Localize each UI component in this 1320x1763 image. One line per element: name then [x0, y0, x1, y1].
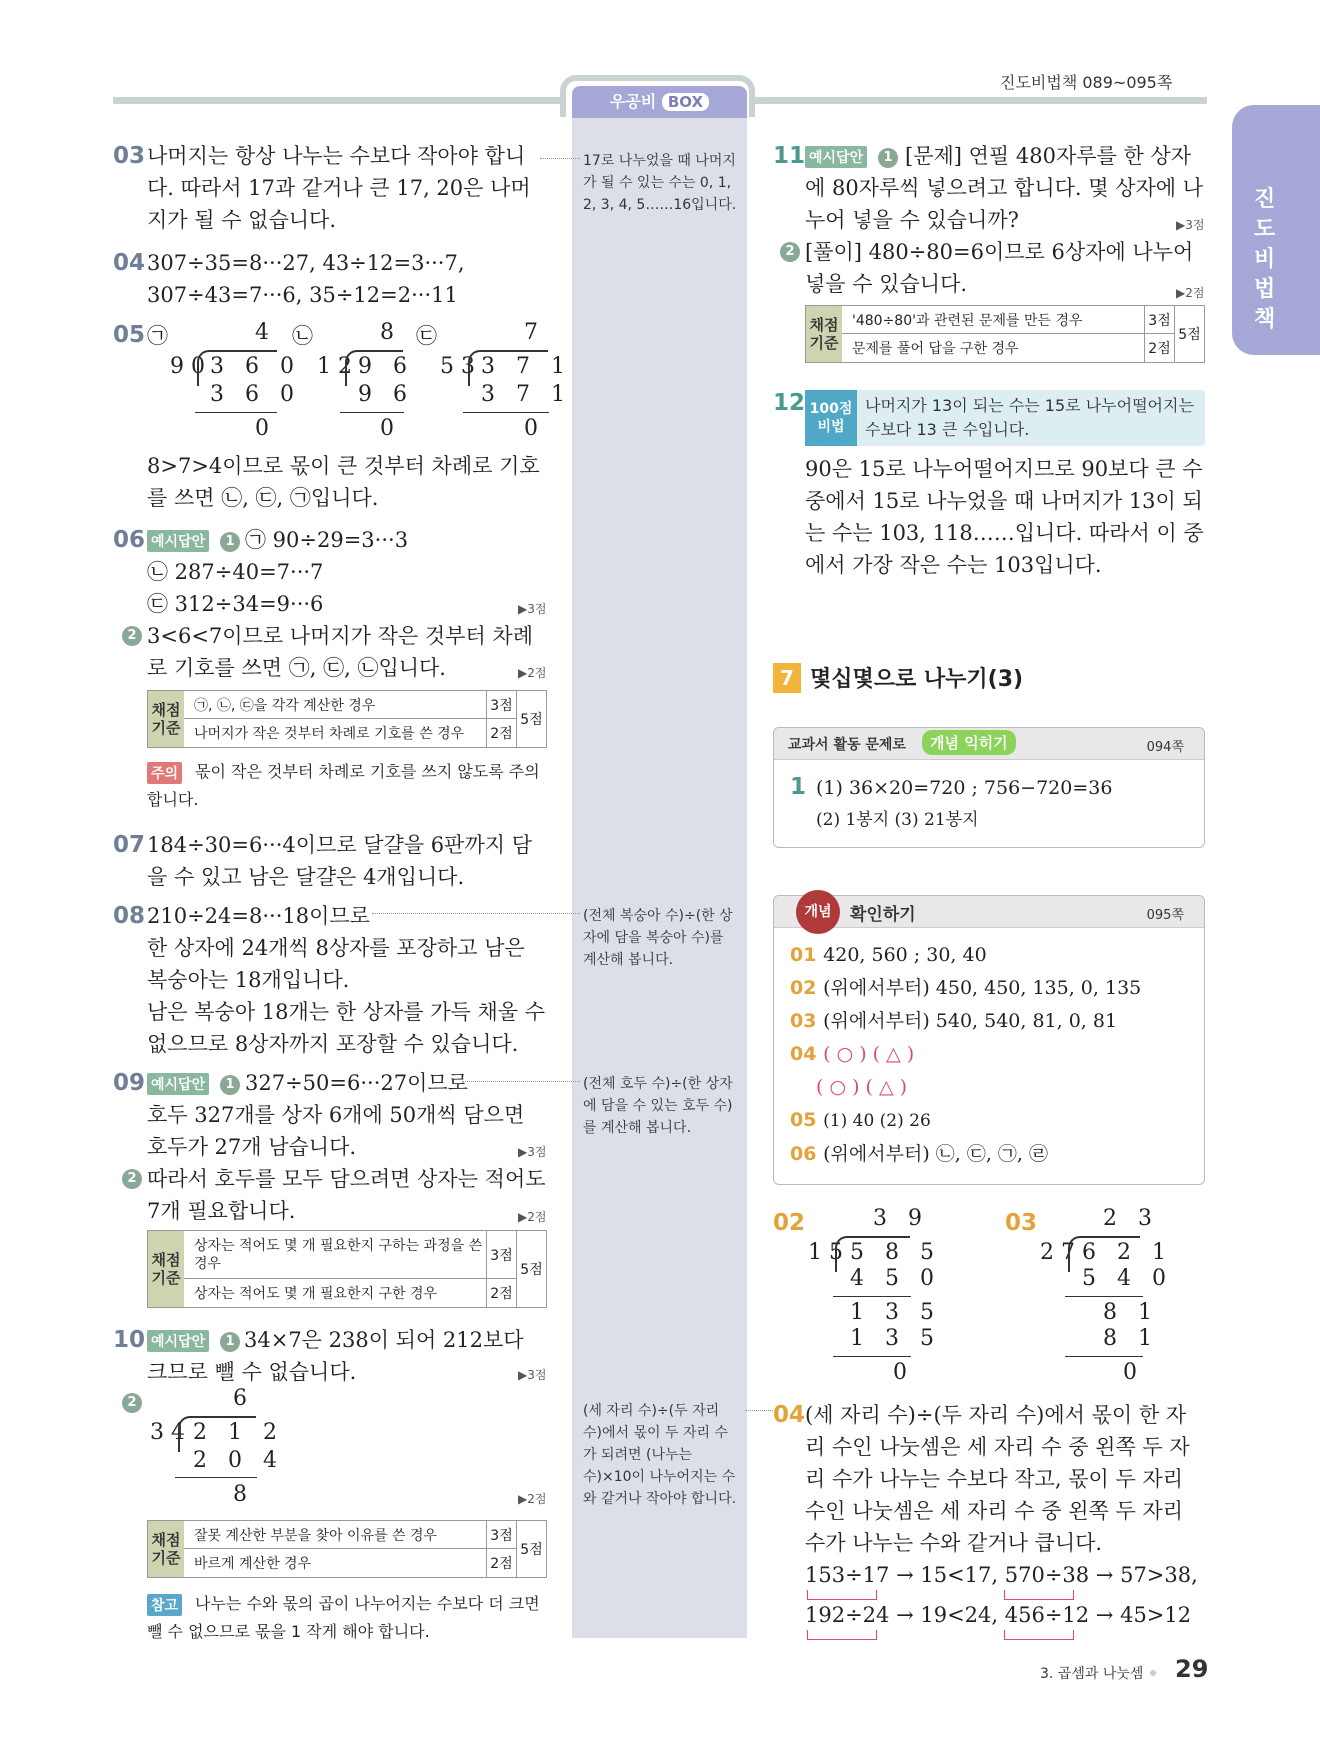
- q10-points-3: ▶3점: [518, 1368, 547, 1382]
- q05-a-divisor: 90: [170, 354, 212, 379]
- check-item: [790, 1037, 1141, 1070]
- header-book: 진도비법책: [1000, 73, 1078, 92]
- q09-number: 09: [113, 1070, 146, 1096]
- q08-line3: 남은 복숭아 18개는 한 상자를 가득 채울 수 없으므로 8상자까지 포장할 수 있습니다.: [147, 1000, 546, 1056]
- q09-rubric-score1: 3점: [486, 1231, 516, 1278]
- activity-line1: (1) 36×20=720 ; 756−720=36: [816, 777, 1113, 799]
- q09-step2-icon: 2: [122, 1168, 142, 1189]
- q09-rubric-row2: 상자는 적어도 몇 개 필요한지 구한 경우: [194, 1286, 438, 1302]
- footer-section: 3. 곱셈과 나눗셈: [1040, 1666, 1144, 1682]
- q09-rubric-label: 채점 기준: [148, 1231, 184, 1307]
- ld02-dividend: 5 8 5: [850, 1240, 941, 1265]
- q11-step1-icon: 1: [878, 147, 898, 168]
- q04-number: 04: [113, 250, 146, 276]
- ld02-number: 02: [773, 1210, 806, 1236]
- check-title: 확인하기: [850, 905, 916, 925]
- q06-rubric-score1: 3점: [486, 691, 516, 718]
- q05-c-remainder: 0: [524, 416, 545, 441]
- q04b-example2: 192÷24 → 19<24, 456÷12 → 45>12: [805, 1603, 1192, 1627]
- q10-step2-icon: 2: [122, 1392, 142, 1413]
- check-item: [790, 938, 1141, 971]
- q11-rubric-total: 5점: [1174, 306, 1204, 362]
- memo-3: (전체 호두 수)÷(한 상자에 담을 수 있는 호두 수)를 계산해 봅니다.: [583, 1076, 733, 1136]
- ld03-product2: 8 1: [1103, 1326, 1159, 1351]
- section-title: 몇십몇으로 나누기(3): [810, 667, 1024, 692]
- q04b-text: (세 자리 수)÷(두 자리 수)에서 몫이 한 자리 수인 나눗셈은 세 자리 수 중 왼쪽 두 자리 수가 나누는 수보다 작고, 몫이 두 자리 수인 나눗셈은 세 자리 수 중 왼쪽 두 자리 수가 나누는 수와 같거나 큽니다.: [805, 1403, 1190, 1555]
- ld02-product2: 1 3 5: [850, 1326, 941, 1351]
- q10-divisor: 34: [150, 1420, 192, 1445]
- q04-line1: 307÷35=8···27, 43÷12=3···7,: [147, 251, 465, 275]
- q05-a-line: [195, 412, 277, 413]
- q06-line1: ㉠ 90÷29=3···3: [245, 528, 409, 552]
- q12-text: 90은 15로 나누어떨어지므로 90보다 큰 수 중에서 15로 나누었을 때 나머지가 13이 되는 수는 103, 118……입니다. 따라서 이 중에서 가장 작은 수는 103입니다.: [805, 457, 1204, 577]
- q11-points-2: ▶2점: [1176, 286, 1205, 300]
- q11-number: 11: [773, 143, 806, 169]
- q08-line1: 210÷24=8···18이므로: [147, 904, 370, 928]
- q11-points-3: ▶3점: [1176, 218, 1205, 232]
- q05-b-line: [340, 412, 404, 413]
- q05-number: 05: [113, 322, 146, 348]
- q07-text: 184÷30=6···4이므로 달걀을 6판까지 담을 수 있고 남은 달걀은 4개입니다.: [147, 833, 532, 889]
- q12-hint: 나머지가 13이 되는 수는 15로 나누어떨어지는 수보다 13 큰 수입니다.: [865, 396, 1194, 439]
- q05-a-dividend: 3 6 0: [210, 354, 301, 379]
- q11-line1: [문제] 연필 480자루를 한 상자에 80자루씩 넣으려고 합니다. 몇 상자에 나누어 넣을 수 있습니까?: [805, 144, 1204, 232]
- q11-step2-icon: 2: [780, 241, 800, 262]
- check-item-text: (위에서부터) ㉡, ㉢, ㉠, ㉣: [823, 1143, 1049, 1165]
- q06-line2: ㉡ 287÷40=7···7: [147, 560, 324, 584]
- activity-panel: [773, 727, 1205, 848]
- side-tab-label: 진도비법책: [1254, 187, 1276, 332]
- q05-b-product: 9 6: [358, 382, 414, 407]
- q05-mark-a: ㉠: [147, 324, 168, 348]
- q09-points-3: ▶3점: [518, 1145, 547, 1159]
- q09-rubric-total: 5점: [516, 1231, 546, 1307]
- q06-caution-text: 몫이 작은 것부터 차례로 기호를 쓰지 않도록 주의합니다.: [147, 762, 540, 809]
- q10-rubric-row2: 바르게 계산한 경우: [194, 1556, 312, 1572]
- memo-2-leader: [372, 913, 580, 914]
- check-item-num: 05: [790, 1109, 817, 1131]
- ld02-product1: 4 5 0: [850, 1266, 941, 1291]
- q06-caution-label: 주의: [147, 762, 182, 784]
- section-number: 7: [773, 663, 801, 693]
- q05-b-divisor: 12: [317, 354, 359, 379]
- q10-product: 2 0 4: [193, 1448, 284, 1473]
- q05-mark-c: ㉢: [416, 324, 437, 348]
- q06-points-2: ▶2점: [518, 666, 547, 680]
- check-item-text: ( ○ ) ( △ ): [816, 1076, 908, 1098]
- check-item: [790, 1137, 1141, 1170]
- q12-hint-box: [805, 390, 1205, 446]
- q10-example-tag-label: 예시답안: [147, 1330, 209, 1352]
- box-title-b: BOX: [662, 93, 709, 111]
- q06-rubric-label: 채점 기준: [148, 691, 184, 747]
- check-item: [790, 1004, 1141, 1037]
- activity-page: 094쪽: [1146, 740, 1184, 755]
- q04b-number: 04: [773, 1402, 806, 1428]
- footer-dot: [1150, 1670, 1156, 1676]
- q09-rubric-score2: 2점: [486, 1279, 516, 1307]
- q10-dividend: 2 1 2: [193, 1420, 284, 1445]
- q10-step1-icon: 1: [220, 1331, 240, 1352]
- box-title-a: 우공비: [609, 92, 657, 111]
- q11-rubric-score1: 3점: [1144, 306, 1174, 333]
- check-item-num: 06: [790, 1143, 817, 1165]
- q10-line1: 34×7은 238이 되어 212보다 크므로 뺄 수 없습니다.: [147, 1328, 524, 1384]
- memo-1: 17로 나누었을 때 나머지가 될 수 있는 수는 0, 1, 2, 3, 4, 5……16입니다.: [583, 153, 737, 213]
- check-item-num: 04: [790, 1043, 817, 1065]
- q06-rubric-total: 5점: [516, 691, 546, 747]
- q05-b-remainder: 0: [380, 416, 401, 441]
- q04-line2: 307÷43=7···6, 35÷12=2···11: [147, 283, 458, 307]
- q05-c-dividend: 3 7 1: [481, 354, 572, 379]
- check-item-text: 420, 560 ; 30, 40: [823, 944, 987, 966]
- ld03-remainder: 0: [1123, 1360, 1144, 1385]
- check-item: [790, 1103, 1141, 1137]
- check-list: [790, 938, 1141, 1170]
- q05-text: 8>7>4이므로 몫이 큰 것부터 차례로 기호를 쓰면 ㉡, ㉢, ㉠입니다.: [147, 454, 540, 510]
- q09-rubric-row1: 상자는 적어도 몇 개 필요한지 구하는 과정을 쓴 경우: [194, 1237, 483, 1272]
- q08-number: 08: [113, 903, 146, 929]
- header-rule-left: [113, 97, 563, 104]
- q12-number: 12: [773, 390, 806, 416]
- q06-rubric-row1: ㉠, ㉡, ㉢을 각각 계산한 경우: [194, 697, 376, 714]
- q10-rubric-label: 채점 기준: [148, 1521, 184, 1577]
- q11-line2: [풀이] 480÷80=6이므로 6상자에 나누어 넣을 수 있습니다.: [805, 240, 1194, 296]
- q06-rubric-row2: 나머지가 작은 것부터 차례로 기호를 쓴 경우: [194, 726, 465, 742]
- box-title: [572, 86, 747, 118]
- check-item-num: 03: [790, 1010, 817, 1032]
- q05-c-quotient: 7: [524, 320, 545, 345]
- q09-example-tag: [147, 1073, 209, 1095]
- q07-number: 07: [113, 832, 146, 858]
- q10-rubric-score1: 3점: [486, 1521, 516, 1548]
- q04b-example1: 153÷17 → 15<17, 570÷38 → 57>38,: [805, 1563, 1198, 1587]
- memo-4: (세 자리 수)÷(두 자리 수)에서 몫이 두 자리 수가 되려면 (나누는 수)×10이 나누어지는 수와 같거나 작아야 합니다.: [583, 1403, 737, 1507]
- check-item-num: 02: [790, 977, 817, 999]
- q09-line3: 따라서 호두를 모두 담으려면 상자는 적어도 7개 필요합니다.: [147, 1167, 546, 1223]
- q09-points-2: ▶2점: [518, 1210, 547, 1224]
- check-item-text: (위에서부터) 450, 450, 135, 0, 135: [823, 977, 1142, 999]
- check-item-text: ( ○ ) ( △ ): [823, 1043, 915, 1065]
- q11-rubric-row1: '480÷80'과 관련된 문제를 만든 경우: [852, 312, 1083, 329]
- memo-4-leader: [745, 1410, 773, 1411]
- check-panel: [773, 895, 1205, 1185]
- q10-rubric: [147, 1520, 547, 1578]
- check-item: [790, 1070, 1141, 1103]
- q06-number: 06: [113, 527, 146, 553]
- check-item: [790, 971, 1141, 1004]
- ld02-remainder: 0: [893, 1360, 914, 1385]
- ld03-line1: [1065, 1296, 1143, 1297]
- check-badge: 개념: [796, 890, 840, 934]
- q05-c-divisor: 53: [440, 354, 482, 379]
- q06-step1-icon: 1: [220, 531, 240, 552]
- q05-c-line: [463, 412, 549, 413]
- q04b-bracket4: [1004, 1630, 1074, 1640]
- check-item-text: (1) 40 (2) 26: [823, 1111, 931, 1131]
- q11-rubric-row2: 문제를 풀어 답을 구한 경우: [852, 341, 1019, 357]
- q10-quotient: 6: [233, 1386, 254, 1411]
- q04b-bracket3: [807, 1630, 877, 1640]
- q10-rubric-total: 5점: [516, 1521, 546, 1577]
- q05-b-quotient: 8: [380, 320, 401, 345]
- ld03-quotient: 2 3: [1103, 1206, 1159, 1231]
- q03-text: 나머지는 항상 나누는 수보다 작아야 합니다. 따라서 17과 같거나 큰 17, 20은 나머지가 될 수 없습니다.: [147, 144, 531, 232]
- memo-3-leader: [462, 1081, 580, 1082]
- q05-a-quotient: 4: [255, 320, 276, 345]
- ld03-dividend: 6 2 1: [1082, 1240, 1173, 1265]
- ld02-quotient: 3 9: [873, 1206, 929, 1231]
- activity-badge: 개념 익히기: [922, 730, 1016, 755]
- q10-note-label: 참고: [147, 1594, 182, 1616]
- q09-rubric: [147, 1230, 547, 1308]
- q05-a-product: 3 6 0: [210, 382, 301, 407]
- activity-number: 1: [790, 774, 807, 800]
- q10-note-text: 나누는 수와 몫의 곱이 나누어지는 수보다 더 크면 뺄 수 없으므로 몫을 1 작게 해야 합니다.: [147, 1594, 540, 1641]
- q09-line1: 327÷50=6···27이므로: [245, 1071, 468, 1095]
- q06-line4: 3<6<7이므로 나머지가 작은 것부터 차례로 기호를 쓰면 ㉠, ㉢, ㉡입니다.: [147, 624, 533, 680]
- q05-c-product: 3 7 1: [481, 382, 572, 407]
- q11-rubric-score2: 2점: [1144, 334, 1174, 362]
- q11-example-tag-label: 예시답안: [805, 146, 867, 168]
- q10-rubric-row1: 잘못 계산한 부분을 찾아 이유를 쓴 경우: [194, 1527, 438, 1544]
- check-item-num: 01: [790, 944, 817, 966]
- memo-2: (전체 복숭아 수)÷(한 상자에 담을 복숭아 수)를 계산해 봅니다.: [583, 908, 733, 968]
- q06-rubric-score2: 2점: [486, 719, 516, 747]
- q06-points-3: ▶3점: [518, 602, 547, 616]
- ld03-number: 03: [1005, 1210, 1038, 1236]
- ld02-line1: [833, 1296, 911, 1297]
- q06-rubric: [147, 690, 547, 748]
- q05-mark-b: ㉡: [292, 324, 313, 348]
- q06-example-tag: [147, 530, 209, 552]
- q06-step2-icon: 2: [122, 625, 142, 646]
- ld02-line2: [833, 1356, 911, 1357]
- q11-rubric: [805, 305, 1205, 363]
- q10-remainder: 8: [233, 1482, 254, 1507]
- activity-line2: (2) 1봉지 (3) 21봉지: [816, 810, 979, 830]
- memo-1-leader: [540, 158, 580, 159]
- header-rule-right: [752, 97, 1207, 104]
- ld03-sub: 8 1: [1103, 1300, 1159, 1325]
- q05-b-dividend: 9 6: [358, 354, 414, 379]
- ld03-divisor: 27: [1040, 1240, 1082, 1265]
- ld03-line2: [1065, 1356, 1143, 1357]
- q10-points-2: ▶2점: [518, 1492, 547, 1506]
- ld02-sub: 1 3 5: [850, 1300, 941, 1325]
- q09-step1-icon: 1: [220, 1074, 240, 1095]
- q06-example-tag-label: 예시답안: [147, 530, 209, 552]
- header-pages: [1000, 70, 1172, 93]
- q10-number: 10: [113, 1327, 146, 1353]
- footer-page-number: 29: [1175, 1655, 1209, 1683]
- header-page-range: 089~095쪽: [1082, 73, 1173, 92]
- q09-line2: 호두 327개를 상자 6개에 50개씩 담으면 호두가 27개 남습니다.: [147, 1103, 525, 1159]
- check-item-text: (위에서부터) 540, 540, 81, 0, 81: [823, 1010, 1118, 1032]
- q03-number: 03: [113, 143, 146, 169]
- q11-rubric-label: 채점 기준: [806, 306, 842, 362]
- check-page: 095쪽: [1146, 908, 1184, 923]
- q10-rubric-score2: 2점: [486, 1549, 516, 1577]
- q06-line3: ㉢ 312÷34=9···6: [147, 592, 324, 616]
- side-tab[interactable]: [1232, 105, 1320, 355]
- q08-line2: 한 상자에 24개씩 8상자를 포장하고 남은 복숭아는 18개입니다.: [147, 936, 525, 992]
- q09-example-tag-label: 예시답안: [147, 1073, 209, 1095]
- ld02-divisor: 15: [808, 1240, 850, 1265]
- ld03-product1: 5 4 0: [1082, 1266, 1173, 1291]
- activity-label: 교과서 활동 문제로: [788, 737, 906, 753]
- q12-tag: 100점 비법: [805, 390, 857, 446]
- q10-line: [175, 1477, 257, 1478]
- q05-a-remainder: 0: [255, 416, 276, 441]
